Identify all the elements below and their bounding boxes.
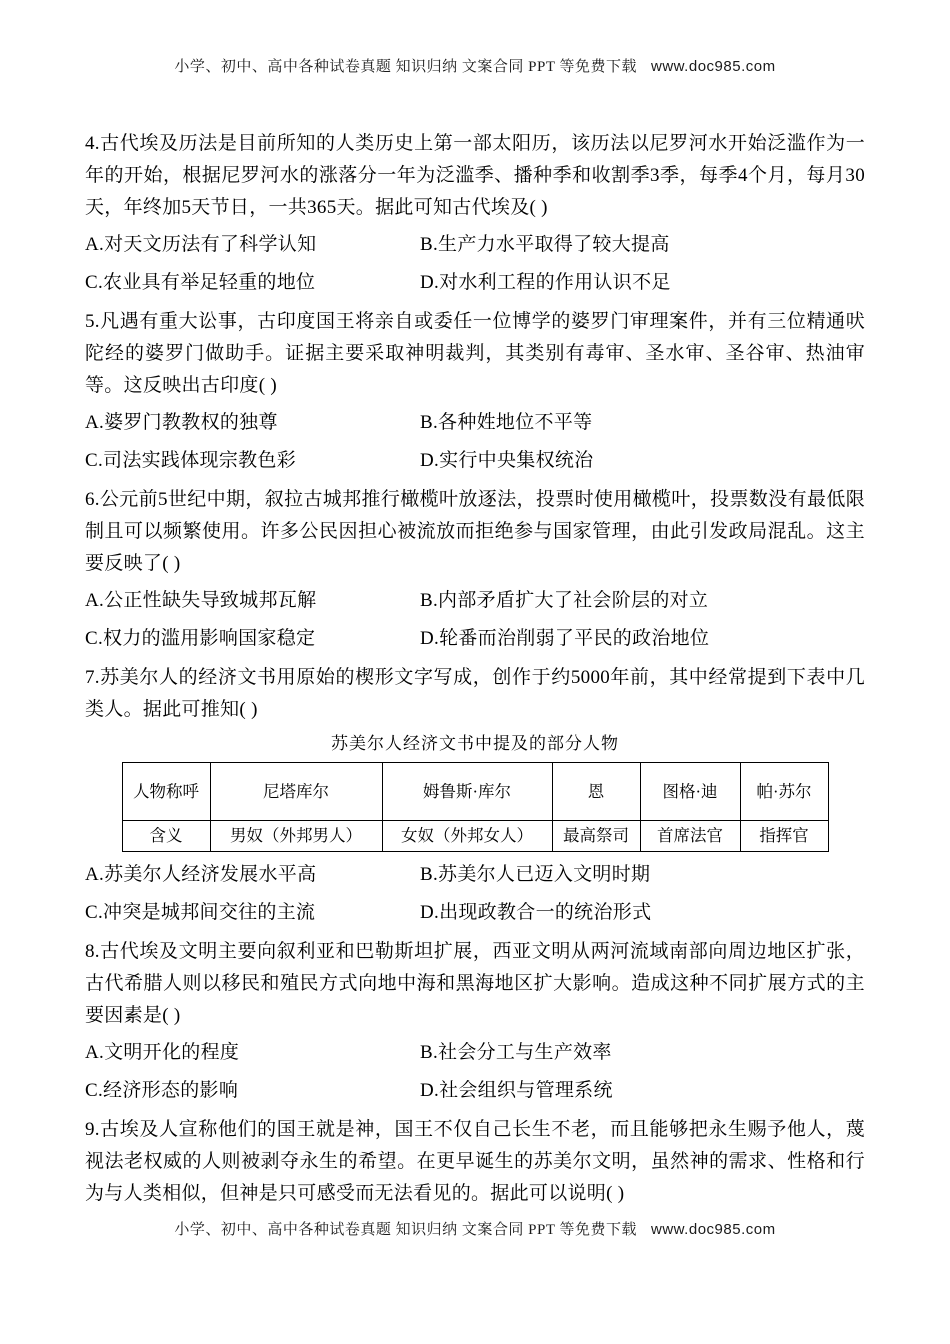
table-cell: 含义	[122, 821, 210, 852]
question-5-option-b: B.各种姓地位不平等	[420, 412, 593, 433]
table-cell: 指挥官	[740, 821, 828, 852]
page-footer-watermark	[0, 1218, 950, 1239]
question-8-option-d: D.社会组织与管理系统	[420, 1080, 613, 1101]
question-6-options	[85, 582, 865, 658]
question-7-option-d: D.出现政教合一的统治形式	[420, 902, 652, 923]
question-5-stem: 5.凡遇有重大讼事，古印度国王将亲自或委任一位博学的婆罗门审理案件，并有三位精通吠陀经的婆罗门做助手。证据主要采取神明裁判，其类别有毒审、圣水审、圣谷审、热油审等。这反映出古印度( )	[85, 311, 865, 396]
footer-text: 小学、初中、高中各种试卷真题 知识归纳 文案合同 PPT 等免费下载	[174, 1222, 638, 1238]
question-6	[85, 484, 865, 658]
page-header-watermark	[0, 55, 950, 76]
table-cell: 尼塔库尔	[210, 763, 382, 821]
question-5-options	[85, 404, 865, 480]
table-cell: 图格·迪	[640, 763, 740, 821]
question-7-option-b: B.苏美尔人已迈入文明时期	[420, 864, 651, 885]
question-4	[85, 128, 865, 302]
question-6-option-b: B.内部矛盾扩大了社会阶层的对立	[420, 590, 709, 611]
question-8	[85, 936, 865, 1110]
question-7-stem: 7.苏美尔人的经济文书用原始的楔形文字写成，创作于约5000年前，其中经常提到下表中几类人。据此可推知( )	[85, 667, 865, 720]
question-6-stem: 6.公元前5世纪中期，叙拉古城邦推行橄榄叶放逐法，投票时使用橄榄叶，投票数没有最低限制且可以频繁使用。许多公民因担心被流放而拒绝参与国家管理，由此引发政局混乱。这主要反映了( )	[85, 489, 865, 574]
question-4-option-a: A.对天文历法有了科学认知	[85, 234, 317, 255]
question-6-option-a: A.公正性缺失导致城邦瓦解	[85, 590, 317, 611]
sumerian-figures-table	[122, 762, 829, 852]
table-cell: 人物称呼	[122, 763, 210, 821]
question-6-option-d: D.轮番而治削弱了平民的政治地位	[420, 628, 710, 649]
question-4-option-c: C.农业具有举足轻重的地位	[85, 272, 316, 293]
header-text: 小学、初中、高中各种试卷真题 知识归纳 文案合同 PPT 等免费下载	[174, 59, 638, 75]
table-cell: 首席法官	[640, 821, 740, 852]
table-row	[122, 821, 828, 852]
question-9	[85, 1114, 865, 1210]
table-title: 苏美尔人经济文书中提及的部分人物	[331, 734, 619, 753]
question-5-option-a: A.婆罗门教教权的独尊	[85, 412, 278, 433]
header-url: www.doc985.com	[651, 58, 776, 75]
table-header-row	[122, 763, 828, 821]
table-cell: 男奴（外邦男人）	[210, 821, 382, 852]
table-cell: 恩	[552, 763, 640, 821]
question-4-option-b: B.生产力水平取得了较大提高	[420, 234, 670, 255]
question-9-stem: 9.古埃及人宣称他们的国王就是神，国王不仅自己长生不老，而且能够把永生赐予他人，蔑视法老权威的人则被剥夺永生的希望。在更早诞生的苏美尔文明，虽然神的需求、性格和行为与人类相似，但神是只可感受而无法看见的。据此可以说明( )	[85, 1119, 865, 1204]
question-8-option-a: A.文明开化的程度	[85, 1042, 240, 1063]
question-7-options	[85, 856, 865, 932]
table-cell: 最高祭司	[552, 821, 640, 852]
question-8-option-b: B.社会分工与生产效率	[420, 1042, 612, 1063]
question-6-option-c: C.权力的滥用影响国家稳定	[85, 628, 316, 649]
question-4-options	[85, 226, 865, 302]
question-8-option-c: C.经济形态的影响	[85, 1080, 239, 1101]
question-8-stem: 8.古代埃及文明主要向叙利亚和巴勒斯坦扩展，西亚文明从两河流域南部向周边地区扩张，古代希腊人则以移民和殖民方式向地中海和黑海地区扩大影响。造成这种不同扩展方式的主要因素是( )	[85, 941, 865, 1026]
exam-content	[85, 128, 865, 1214]
table-cell: 姆鲁斯·库尔	[382, 763, 552, 821]
question-5-option-c: C.司法实践体现宗教色彩	[85, 450, 297, 471]
table-cell: 女奴（外邦女人）	[382, 821, 552, 852]
question-5-option-d: D.实行中央集权统治	[420, 450, 594, 471]
table-cell: 帕·苏尔	[740, 763, 828, 821]
question-8-options	[85, 1034, 865, 1110]
question-5	[85, 306, 865, 480]
question-4-stem: 4.古代埃及历法是目前所知的人类历史上第一部太阳历，该历法以尼罗河水开始泛滥作为一年的开始，根据尼罗河水的涨落分一年为泛滥季、播种季和收割季3季，每季4个月，每月30天，年终加5天节日，一共365天。据此可知古代埃及( )	[85, 133, 865, 218]
question-7-option-a: A.苏美尔人经济发展水平高	[85, 864, 317, 885]
question-7	[85, 662, 865, 932]
question-7-option-c: C.冲突是城邦间交往的主流	[85, 902, 316, 923]
question-4-option-d: D.对水利工程的作用认识不足	[420, 272, 671, 293]
footer-url: www.doc985.com	[651, 1221, 776, 1238]
